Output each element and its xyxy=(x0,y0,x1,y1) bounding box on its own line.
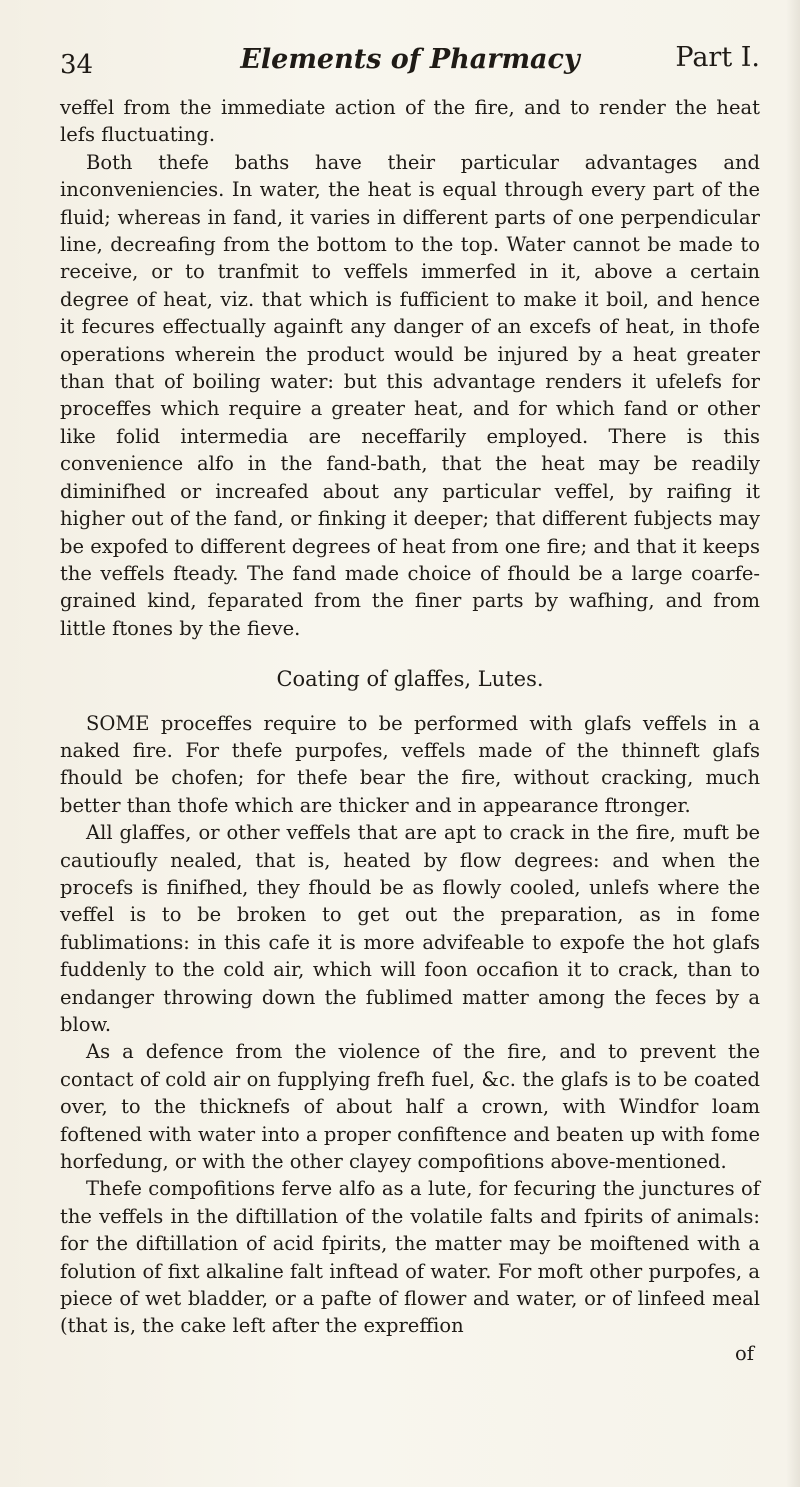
paragraph: All glaffes, or other veffels that are apt to crack in the fire, muft be cautioufly nealed, that is, heated by flow degrees: and when the procefs is finifhed, they fhould be as flowly cooled, unlefs where the veffel is to be broken to get out the preparation, as in fome fublimations: in this cafe it is more advifeable to expofe the hot glafs fuddenly to the cold air, which will foon occafion it to crack, than to endanger throwing down the fublimed matter among the feces by a blow. xyxy=(60,821,760,1036)
paragraph: veffel from the immediate action of the fire, and to render the heat lefs fluctuating. xyxy=(60,96,760,147)
body-text xyxy=(60,94,760,1367)
part-label: Part I. xyxy=(675,42,760,73)
page-edge-shadow xyxy=(786,0,800,1487)
page-header xyxy=(60,38,760,90)
paragraph: SOME proceffes require to be performed with glafs veffels in a naked fire. For thefe purpofes, veffels made of the thinneft glafs fhould be chofen; for thefe bear the fire, without cracking, much better than thofe which are thicker and in appearance ftronger. xyxy=(60,711,760,817)
paragraph: As a defence from the violence of the fire, and to prevent the contact of cold air on fupplying frefh fuel, &c. the glafs is to be coated over, to the thicknefs of about half a crown, with Windfor loam foftened with water into a proper confiftence and beaten up with fome horfedung, or with the other clayey compofitions above-mentioned. xyxy=(60,1040,760,1174)
paragraph: Both thefe baths have their particular advantages and inconveniencies. In water, the heat is equal through every part of the fluid; whereas in fand, it varies in different parts of one perpendicular line, decreafing from the bottom to the top. Water cannot be made to receive, or to tranfmit to veffels immerfed in it, above a certain degree of heat, viz. that which is fufficient to make it boil, and hence it fecures effectually againft any danger of an excefs of heat, in thofe operations wherein the product would be injured by a heat greater than that of boiling water: but this advantage renders it ufelefs for proceffes which require a greater heat, and for which fand or other like folid intermedia are neceffarily employed. There is this convenience alfo in the fand-bath, that the heat may be readily diminifhed or increafed about any particular veffel, by raifing it higher out of the fand, or finking it deeper; that different fubjects may be expofed to different degrees of heat from one fire; and that it keeps the veffels fteady. The fand made choice of fhould be a large coarfe-grained kind, feparated from the finer parts by wafhing, and from little ftones by the fieve. xyxy=(60,150,761,640)
section-heading: Coating of glaffes, Lutes. xyxy=(276,667,544,692)
paragraph: Thefe compofitions ferve alfo as a lute, for fecuring the junctures of the veffels in the diftillation of the volatile falts and fpirits of animals: for the diftillation of acid fpirits, the matter may be moiftened with a folution of fixt alkaline falt inftead of water. For moft other purpofes, a piece of wet bladder, or a pafte of flower and water, or of linfeed meal (that is, the cake left after the expreffion xyxy=(60,1177,760,1338)
page-number: 34 xyxy=(60,50,94,80)
running-title: Elements of Pharmacy xyxy=(240,44,580,75)
catchword: of xyxy=(735,1341,754,1365)
